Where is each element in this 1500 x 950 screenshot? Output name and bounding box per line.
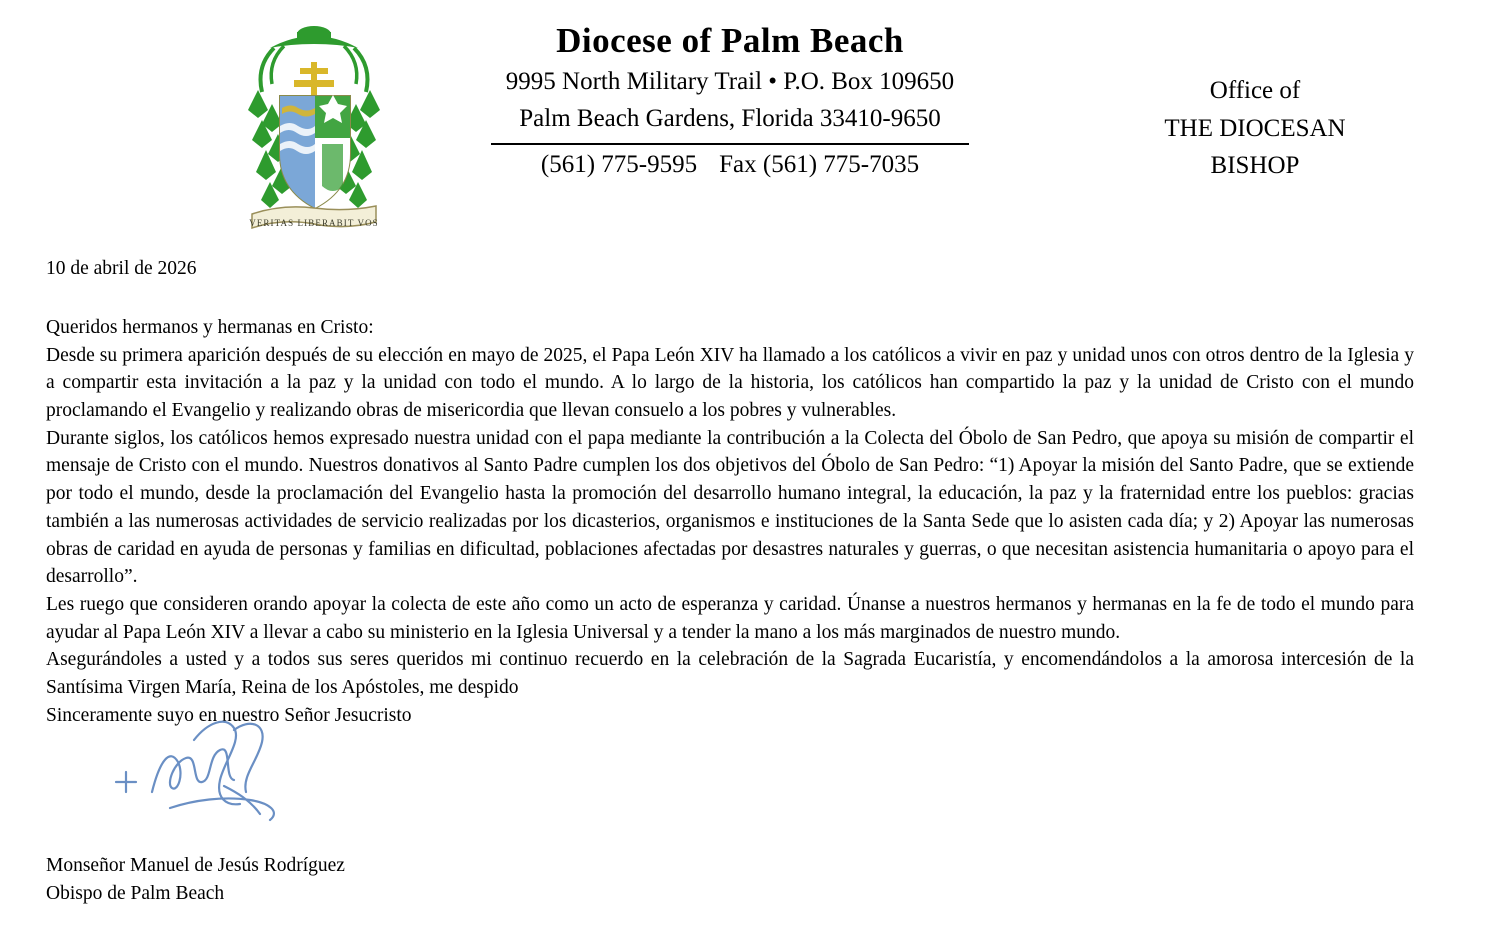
office-designation bbox=[1090, 72, 1420, 185]
phone-number: (561) 775-9595 bbox=[540, 150, 698, 178]
letterhead-center bbox=[420, 22, 1040, 181]
address-line-2: Palm Beach Gardens, Florida 33410-9650 bbox=[519, 104, 941, 132]
contact-line bbox=[420, 149, 1040, 182]
letterhead-divider bbox=[491, 143, 969, 145]
signature-name-block bbox=[46, 852, 345, 907]
crest-motto-text: VERITAS LIBERABIT VOS bbox=[249, 218, 379, 228]
letter-paragraph-2: Durante siglos, los católicos hemos expresado nuestra unidad con el papa mediante la contribución a la Colecta del Óbolo de San Pedro, que apoya su misión de compartir el mensaje de Cristo con el mundo. Nuestros donativos al Santo Padre cumplen los dos objetivos del Óbolo de San Pedro: “1) Apoyar la misión del Santo Padre, que se extiende por todo el mundo, desde la proclamación del Evangelio hasta la promoción del desarrollo humano integral, la educación, la paz y la fraternidad entre los pueblos: gracias también a las numerosas actividades de servicio realizadas por los dicasterios, organismos e instituciones de la Santa Sede que lo asisten cada día; y 2) Apoyar las numerosas obras de caridad en ayuda de personas y familias en dificultad, poblaciones afectadas por desastres naturales y guerras, o que necesitan asistencia humanitaria o apoyo para el desarrollo”. bbox=[46, 427, 1414, 588]
diocese-crest-icon bbox=[222, 18, 407, 233]
signer-title: Obispo de Palm Beach bbox=[46, 882, 225, 904]
letter-paragraph-1: Desde su primera aparición después de su elección en mayo de 2025, el Papa León XIV ha llamado a los católicos a vivir en paz y unidad unos con otros dentro de la Iglesia y a compartir esta invitación a la paz y la unidad con todo el mundo. A lo largo de la historia, los católicos han compartido la paz y la unidad de Cristo con el mundo proclamando el Evangelio y realizando obras de misericordia que llevan consuelo a los pobres y vulnerables. bbox=[46, 344, 1414, 422]
signer-name: Monseñor Manuel de Jesús Rodríguez bbox=[46, 855, 345, 876]
letter-paragraph-4: Asegurándoles a usted y a todos sus seres queridos mi continuo recuerdo en la celebración de la Sagrada Eucaristía, y encomendándolos a la amorosa intercesión de la Santísima Virgen María, Reina de los Apóstoles, me despido bbox=[46, 649, 1414, 698]
signature-block bbox=[46, 700, 746, 860]
letter-date: 10 de abril de 2026 bbox=[46, 258, 197, 279]
letter-salutation: Queridos hermanos y hermanas en Cristo: bbox=[46, 317, 374, 338]
office-line-1: Office of bbox=[1209, 77, 1301, 104]
fax-number: Fax (561) 775-7035 bbox=[719, 150, 920, 178]
office-line-3: BISHOP bbox=[1210, 152, 1300, 179]
handwritten-signature bbox=[74, 700, 374, 855]
address-line-1: 9995 North Military Trail • P.O. Box 109650 bbox=[505, 67, 955, 95]
letterhead bbox=[0, 0, 1500, 240]
letter-paragraph-3: Les ruego que consideren orando apoyar la colecta de este año como un acto de esperanza y caridad. Únanse a nuestros hermanos y hermanas en la fe de todo el mundo para ayudar al Papa León XIV a llevar a cabo su ministerio en la Iglesia Universal y a tender la mano a los más marginados de nuestro mundo. bbox=[46, 593, 1414, 643]
organization-name: Diocese of Palm Beach bbox=[556, 21, 904, 60]
letter-closing: Sinceramente suyo en nuestro Señor Jesucristo bbox=[46, 704, 412, 726]
letter-body bbox=[46, 258, 1414, 729]
office-line-2: THE DIOCESAN bbox=[1164, 114, 1346, 142]
